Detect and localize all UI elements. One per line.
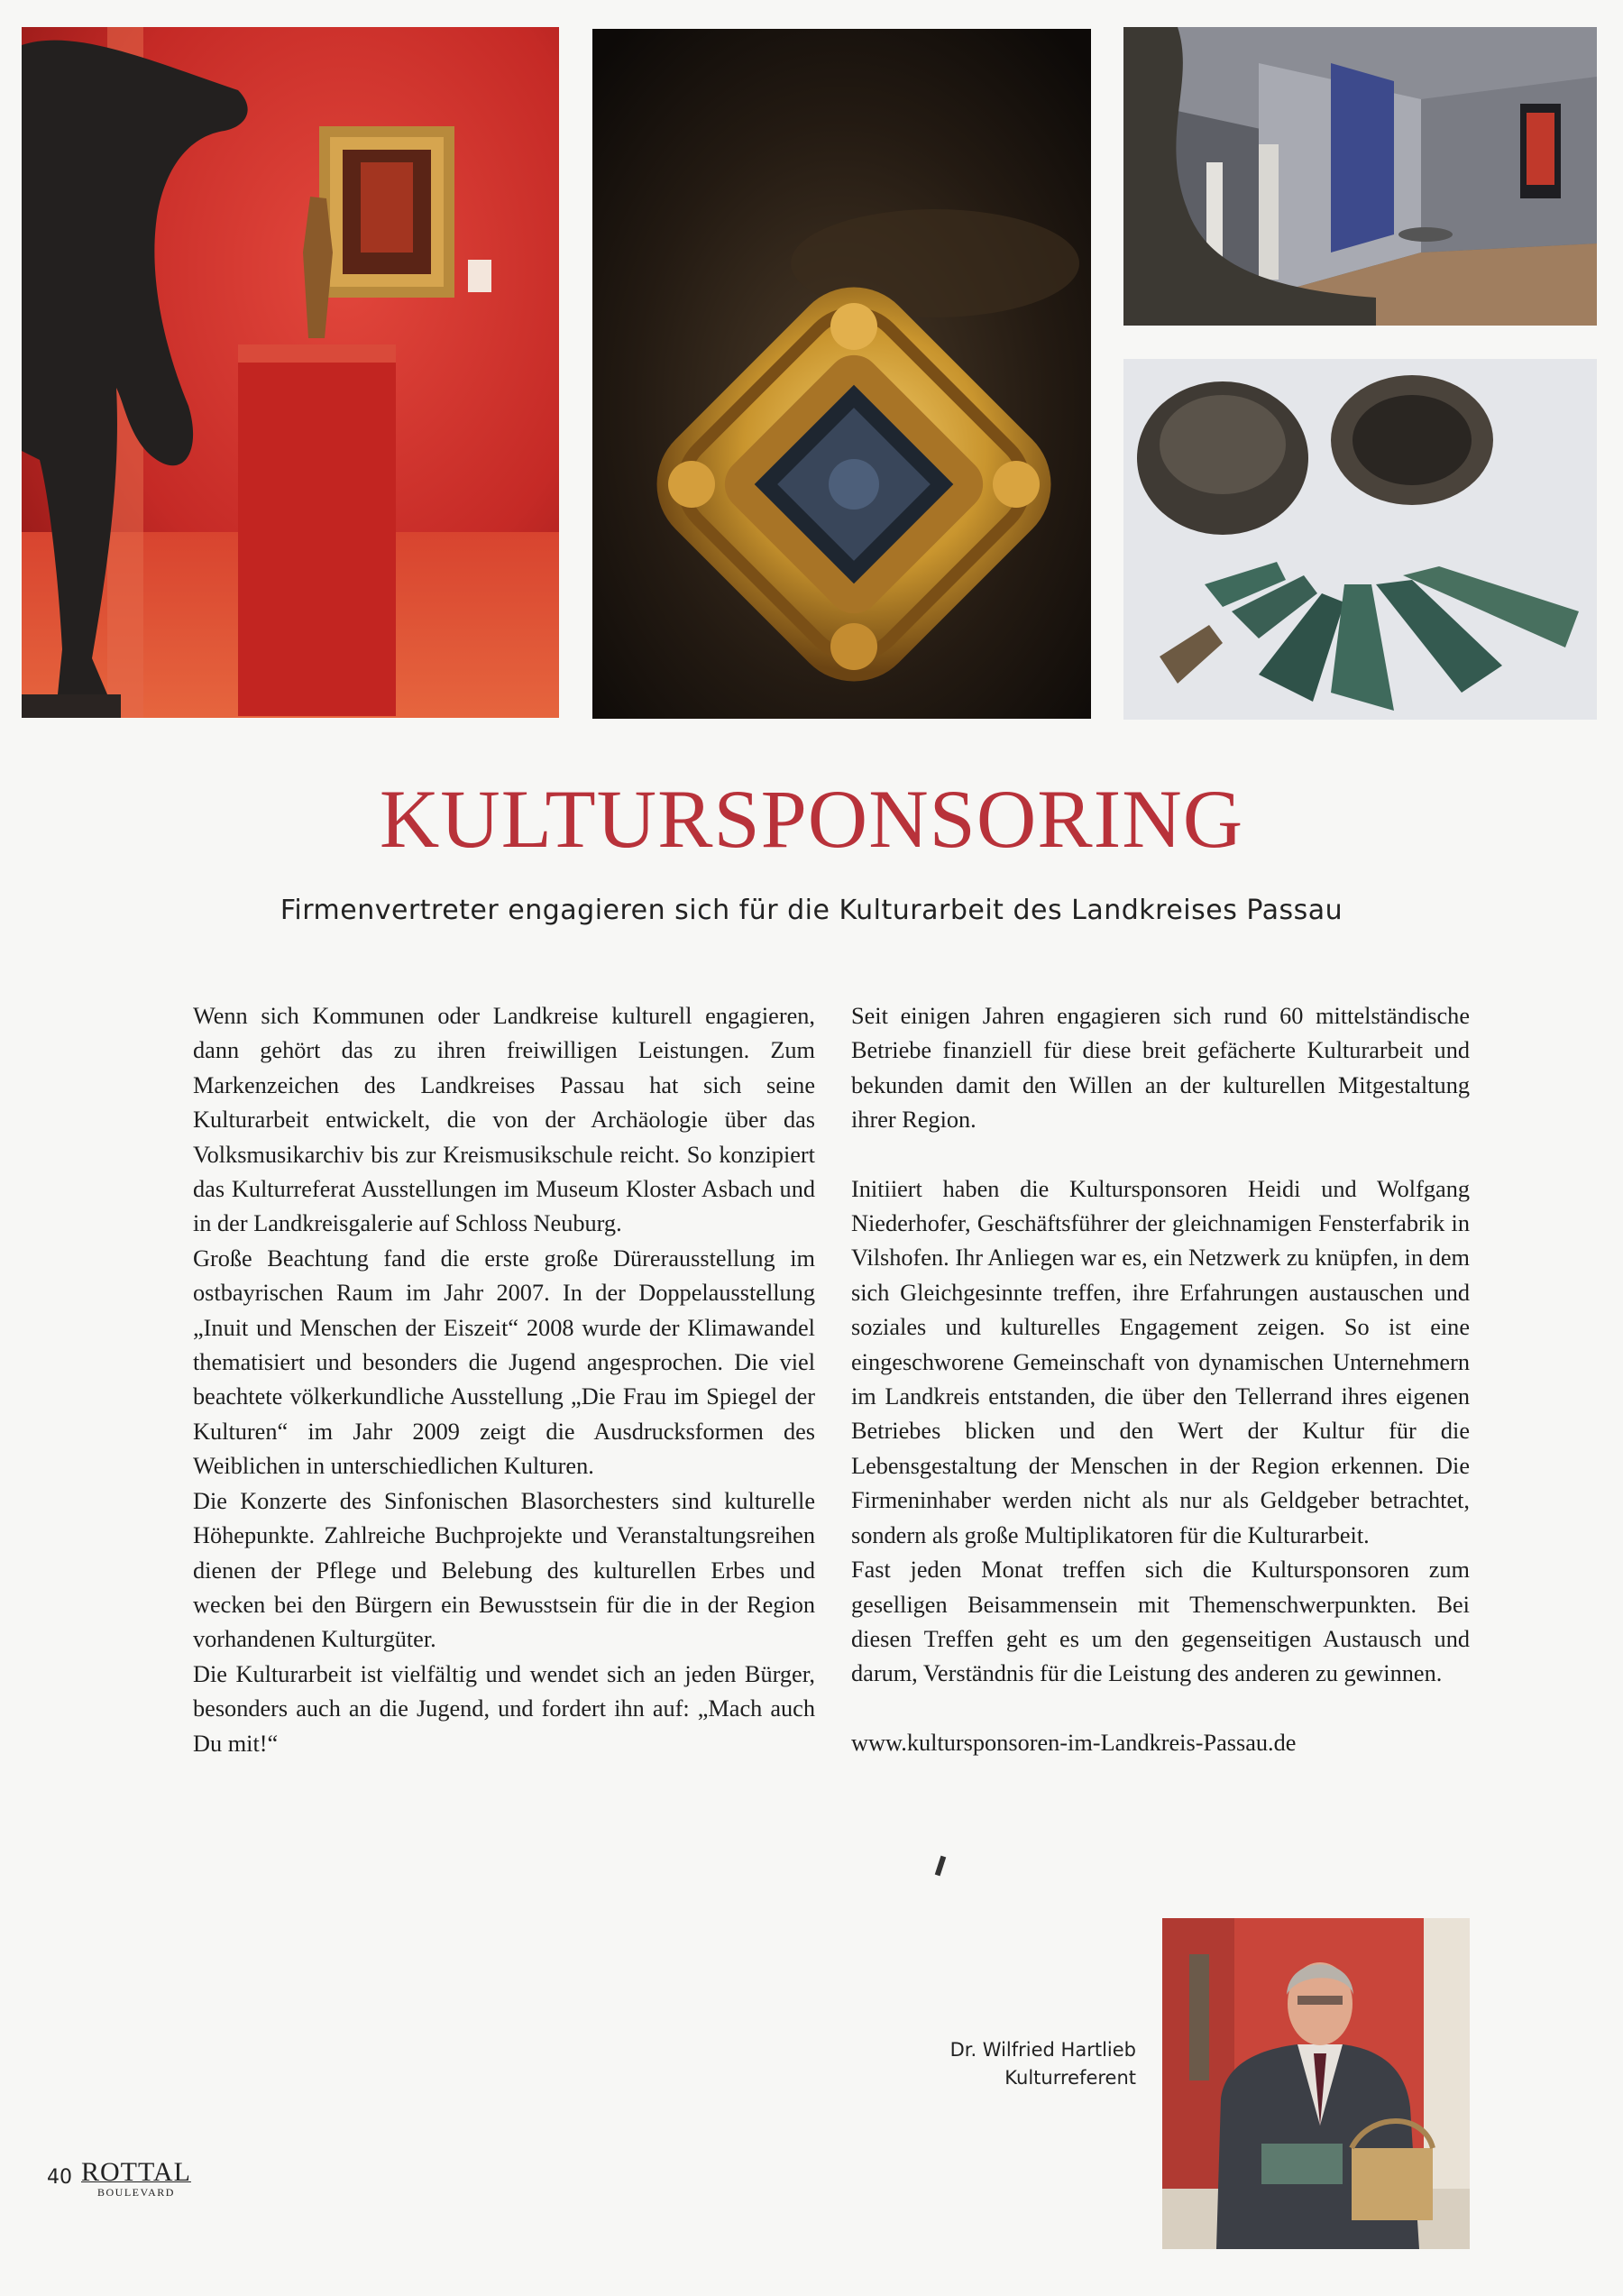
caption-name: Dr. Wilfried Hartlieb [949,2039,1136,2061]
photo-golden-brooch [592,29,1091,719]
photo-bronze-artifacts [1123,359,1597,720]
photo-red-gallery-horse-sculpture [22,27,559,718]
left-paragraph-3: Die Konzerte des Sinfonischen Blasorchesters sind kulturelle Höhepunkte. Zahlreiche Buchprojekte und Veranstaltungsreihen dienen der Pflege und Belebung des kulturellen Erbes und wecken bei den Bürgern ein Bewusstsein für die in der Region vorhandenen Kulturgüter. [193,1487,815,1653]
left-column [193,999,815,1761]
caption-role: Kulturreferent [1004,2067,1136,2089]
left-paragraph-1: Wenn sich Kommunen oder Landkreise kulturell engagieren, dann gehört das zu ihren freiwilligen Leistungen. Zum Markenzeichen des Landkreises Passau hat sich seine Kulturarbeit entwickelt, die von der Archäologie über das Volksmusikarchiv bis zur Kreismusikschule reicht. So konzipiert das Kulturreferat Ausstellungen im Museum Kloster Asbach und in der Landkreisgalerie auf Schloss Neuburg. [193,1003,815,1237]
magazine-logo [81,2159,191,2198]
article-subtitle: Firmenvertreter engagieren sich für die Kulturarbeit des Landkreises Passau [280,895,1343,926]
photo-gallery-hall [1123,27,1597,326]
left-paragraph-2: Große Beachtung fand die erste große Dürerausstellung im ostbayrischen Raum im Jahr 2007. In der Doppelausstellung „Inuit und Menschen der Eiszeit“ 2008 wurde der Klimawandel thematisiert und besonders die Jugend angesprochen. Die viel beachtete völkerkundliche Ausstellung „Die Frau im Spiegel der Kulturen“ im Jahr 2009 zeigt die Ausdrucksformen des Weiblichen in unterschiedlichen Kulturen. [193,1244,815,1480]
logo-sub: BOULEVARD [96,2186,175,2199]
page-number: 40 [47,2166,72,2189]
right-paragraph-2: Initiiert haben die Kultursponsoren Heidi und Wolfgang Niederhofer, Geschäftsführer der gleichnamigen Fensterfabrik in Vilshofen. Ihr Anliegen war es, ein Netzwerk zu knüpfen, in dem sich Gleichgesinnte treffen, ihre Erfahrungen austauschen und soziales und kulturelles Engagement zeigen. So ist eine eingeschworene Gemeinschaft von dynamischen Unternehmern im Landkreis entstanden, die über den Tellerrand ihres eigenen Betriebes blicken und den Wert der Kultur für die Lebensgestaltung der Menschen in der Region erkennen. Die Firmeninhaber werden nicht als nur als Geldgeber betrachtet, sondern als große Multiplikatoren für die Kulturarbeit. [851,1175,1470,1548]
website-link[interactable]: www.kultursponsoren-im-Landkreis-Passau.de [851,1729,1297,1756]
article-title: KULTURSPONSORING [379,773,1244,865]
logo-main: ROTTAL [81,2157,191,2187]
photo-portrait-hartlieb [1162,1918,1470,2249]
left-paragraph-4: Die Kulturarbeit ist vielfältig und wendet sich an jeden Bürger, besonders auch an die Jugend, und fordert ihn auf: „Mach auch Du mit!“ [193,1660,815,1757]
right-paragraph-1: Seit einigen Jahren engagieren sich rund 60 mittelständische Betriebe finanziell für diese breit gefächerte Kulturarbeit und bekunden damit den Willen an der kulturellen Mitgestaltung ihrer Region. [851,1003,1470,1134]
decorative-mark [935,1856,947,1877]
right-paragraph-3: Fast jeden Monat treffen sich die Kultursponsoren zum geselligen Beisammensein mit Themenschwerpunkten. Bei diesen Treffen geht es um den gegenseitigen Austausch und darum, Verständnis für die Leistung des anderen zu gewinnen. [851,1557,1470,1687]
right-column [851,999,1470,1760]
photo-caption [866,2036,1136,2092]
